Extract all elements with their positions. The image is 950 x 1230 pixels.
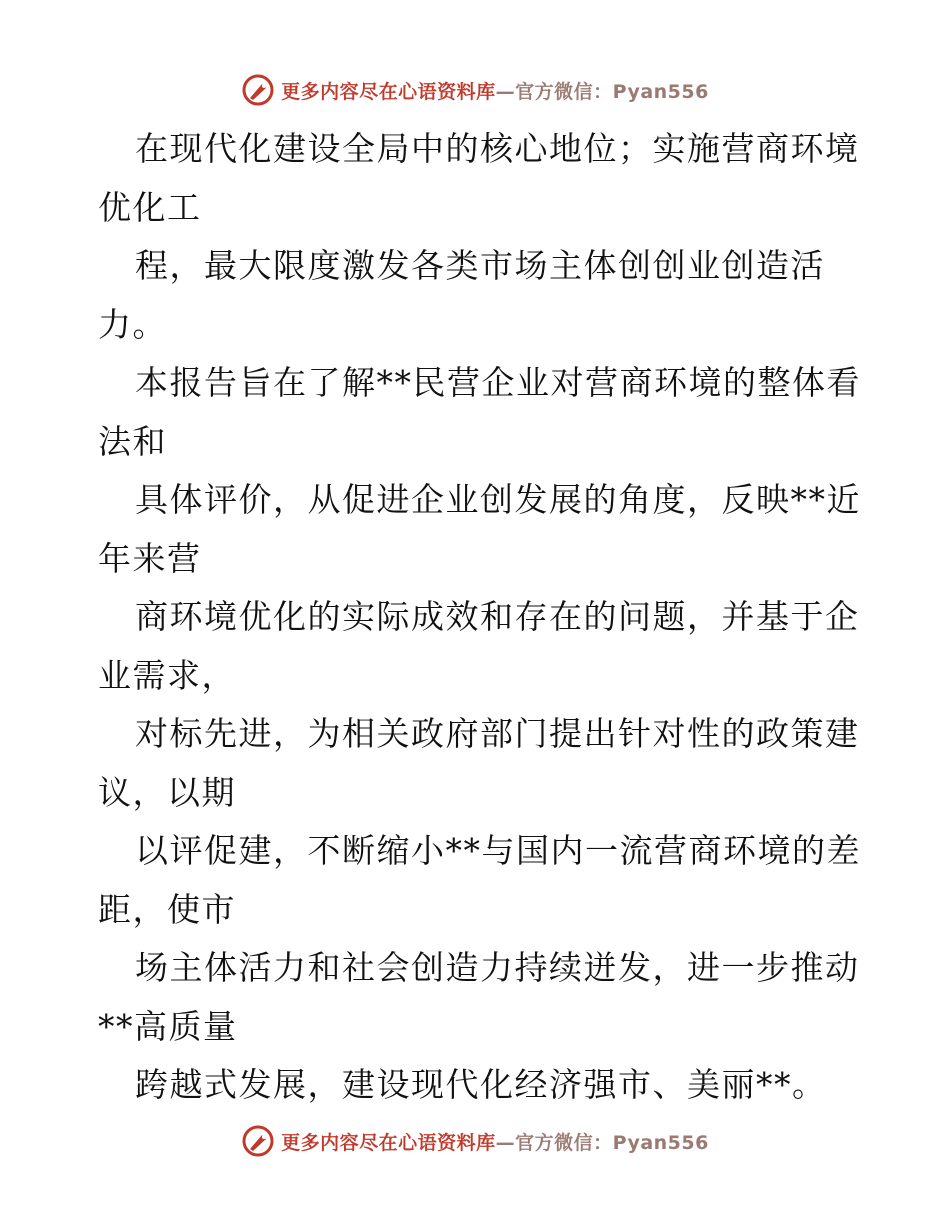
footer-watermark: [0, 1121, 950, 1161]
text-line: 议，以期: [98, 772, 236, 812]
text-line: 对标先进，为相关政府部门提出针对性的政策建: [135, 714, 860, 753]
text-line: 年来营: [98, 538, 202, 578]
watermark-text: 更多内容尽在心语资料库—官方微信：Pyan556: [281, 80, 709, 103]
text-line: 商环境优化的实际成效和存在的问题，并基于企: [135, 597, 860, 636]
text-line: 优化工: [98, 187, 202, 227]
text-line: 跨越式发展，建设现代化经济强市、美丽**。: [135, 1065, 827, 1104]
text-line: 场主体活力和社会创造力持续迸发，进一步推动: [135, 948, 860, 987]
text-line: 在现代化建设全局中的核心地位；实施营商环境: [135, 129, 860, 168]
text-line: 本报告旨在了解**民营企业对营商环境的整体看: [135, 363, 861, 402]
text-line: **高质量: [98, 1006, 238, 1046]
pen-nib-logo-icon: [241, 73, 275, 107]
text-line: 距，使市: [98, 889, 236, 929]
document-body: [98, 120, 861, 1115]
watermark-text: 更多内容尽在心语资料库—官方微信：Pyan556: [281, 1131, 709, 1154]
text-line: 业需求，: [98, 655, 236, 695]
text-line: 力。: [98, 304, 167, 344]
text-line: 程，最大限度激发各类市场主体创创业创造活: [135, 246, 825, 285]
text-line: 具体评价，从促进企业创发展的角度，反映**近: [135, 480, 861, 519]
text-line: 法和: [98, 421, 167, 461]
text-line: 以评促建，不断缩小**与国内一流营商环境的差: [135, 831, 861, 870]
header-watermark: [0, 70, 950, 110]
pen-nib-logo-icon: [241, 1124, 275, 1158]
